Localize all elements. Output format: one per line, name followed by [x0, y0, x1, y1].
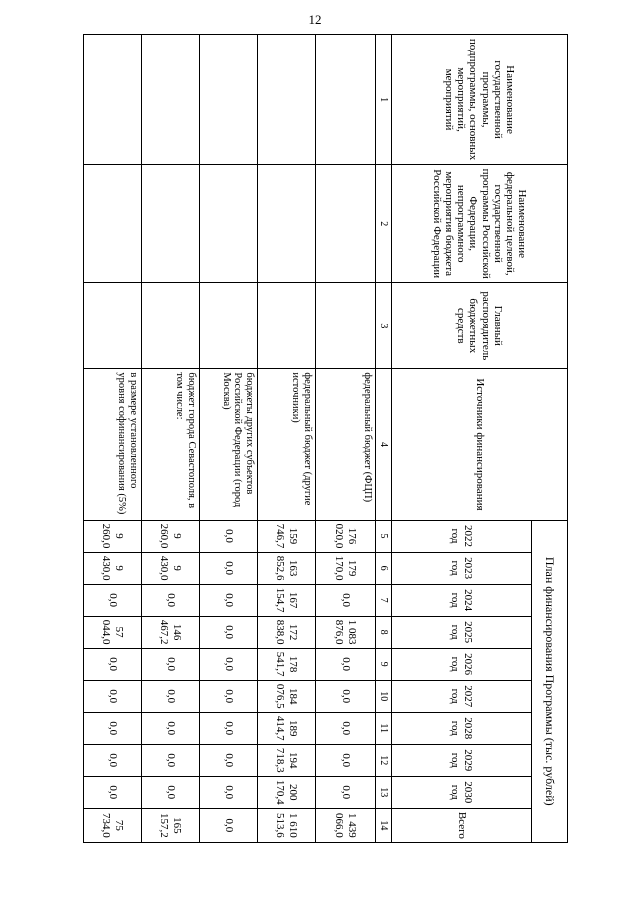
column-number: 11 [376, 712, 392, 744]
value-cell: 167 154,7 [258, 584, 316, 616]
header-sources: Источники финансирования [392, 369, 568, 520]
value-cell: 0,0 [200, 520, 258, 552]
column-number: 5 [376, 520, 392, 552]
empty-cell [84, 35, 142, 165]
value-cell: 194 718,3 [258, 744, 316, 776]
value-cell: 0,0 [316, 584, 376, 616]
financing-table [83, 34, 568, 843]
empty-cell [258, 35, 316, 165]
column-number: 4 [376, 369, 392, 520]
header-federal-program: Наименование федеральной целевой, государственной программы Российской Федерации, непрограммного мероприятия бюджета Российской Федерации [392, 165, 568, 283]
empty-cell [258, 165, 316, 283]
value-cell: 176 020,0 [316, 520, 376, 552]
source-cell: бюджеты других субъектов Российской Федерации (город Москва) [200, 369, 258, 520]
value-cell: 75 734,0 [84, 808, 142, 842]
value-cell: 0,0 [142, 584, 200, 616]
value-cell: 159 746,7 [258, 520, 316, 552]
header-program-name: Наименование государственной программы, подпрограммы, основных мероприятий, мероприятий [392, 35, 568, 165]
value-cell: 0,0 [84, 648, 142, 680]
rotated-table-container [88, 34, 568, 843]
value-cell: 0,0 [200, 744, 258, 776]
value-cell: 165 157,2 [142, 808, 200, 842]
value-cell: 0,0 [84, 680, 142, 712]
column-number: 7 [376, 584, 392, 616]
table-row [84, 35, 142, 843]
column-number: 10 [376, 680, 392, 712]
empty-cell [200, 35, 258, 165]
value-cell: 0,0 [200, 776, 258, 808]
header-year: Всего [392, 808, 532, 842]
value-cell: 0,0 [200, 808, 258, 842]
header-year: 2022 год [392, 520, 532, 552]
value-cell: 0,0 [316, 776, 376, 808]
header-year: 2030 год [392, 776, 532, 808]
value-cell: 0,0 [200, 712, 258, 744]
value-cell: 9 260,0 [84, 520, 142, 552]
empty-cell [142, 165, 200, 283]
empty-cell [200, 283, 258, 369]
value-cell: 0,0 [200, 584, 258, 616]
value-cell: 0,0 [142, 744, 200, 776]
source-cell: федеральный бюджет (ФЦП) [316, 369, 376, 520]
empty-cell [316, 283, 376, 369]
header-year: 2024 год [392, 584, 532, 616]
empty-cell [258, 283, 316, 369]
value-cell: 189 414,7 [258, 712, 316, 744]
value-cell: 9 430,0 [84, 552, 142, 584]
value-cell: 0,0 [142, 680, 200, 712]
value-cell: 1 439 066,0 [316, 808, 376, 842]
value-cell: 146 467,2 [142, 616, 200, 648]
empty-cell [84, 283, 142, 369]
value-cell: 0,0 [200, 680, 258, 712]
value-cell: 9 260,0 [142, 520, 200, 552]
header-year: 2029 год [392, 744, 532, 776]
header-budget-manager: Главный распорядитель бюджетных средств [392, 283, 568, 369]
header-year: 2026 год [392, 648, 532, 680]
column-number: 13 [376, 776, 392, 808]
column-number: 9 [376, 648, 392, 680]
value-cell: 0,0 [316, 680, 376, 712]
value-cell: 200 170,4 [258, 776, 316, 808]
empty-cell [84, 165, 142, 283]
table-row [258, 35, 316, 843]
header-plan: План финансирования Программы (тыс. рублей) [532, 520, 568, 842]
column-number: 6 [376, 552, 392, 584]
value-cell: 179 170,0 [316, 552, 376, 584]
table-row [316, 35, 376, 843]
column-number: 12 [376, 744, 392, 776]
value-cell: 0,0 [142, 776, 200, 808]
header-year: 2023 год [392, 552, 532, 584]
empty-cell [316, 165, 376, 283]
source-cell: бюджет города Севастополя, в том числе: [142, 369, 200, 520]
value-cell: 178 541,7 [258, 648, 316, 680]
empty-cell [142, 35, 200, 165]
table-row [200, 35, 258, 843]
value-cell: 0,0 [84, 744, 142, 776]
header-year: 2028 год [392, 712, 532, 744]
column-number: 8 [376, 616, 392, 648]
value-cell: 0,0 [142, 712, 200, 744]
value-cell: 0,0 [200, 552, 258, 584]
header-year: 2025 год [392, 616, 532, 648]
column-number: 2 [376, 165, 392, 283]
value-cell: 0,0 [316, 648, 376, 680]
value-cell: 0,0 [84, 776, 142, 808]
value-cell: 1 083 876,0 [316, 616, 376, 648]
value-cell: 9 430,0 [142, 552, 200, 584]
value-cell: 1 610 513,6 [258, 808, 316, 842]
column-number: 3 [376, 283, 392, 369]
source-cell: в размере установленного уровня софинансирования (5%) [84, 369, 142, 520]
value-cell: 0,0 [316, 712, 376, 744]
value-cell: 0,0 [84, 712, 142, 744]
value-cell: 0,0 [200, 648, 258, 680]
column-number: 1 [376, 35, 392, 165]
empty-cell [316, 35, 376, 165]
column-number: 14 [376, 808, 392, 842]
empty-cell [142, 283, 200, 369]
page-number: 12 [308, 12, 322, 27]
value-cell: 0,0 [316, 744, 376, 776]
value-cell: 163 852,6 [258, 552, 316, 584]
value-cell: 0,0 [200, 616, 258, 648]
value-cell: 184 076,5 [258, 680, 316, 712]
table-row [142, 35, 200, 843]
empty-cell [200, 165, 258, 283]
value-cell: 57 044,0 [84, 616, 142, 648]
value-cell: 172 838,0 [258, 616, 316, 648]
source-cell: федеральный бюджет (другие источники) [258, 369, 316, 520]
value-cell: 0,0 [142, 648, 200, 680]
header-year: 2027 год [392, 680, 532, 712]
value-cell: 0,0 [84, 584, 142, 616]
